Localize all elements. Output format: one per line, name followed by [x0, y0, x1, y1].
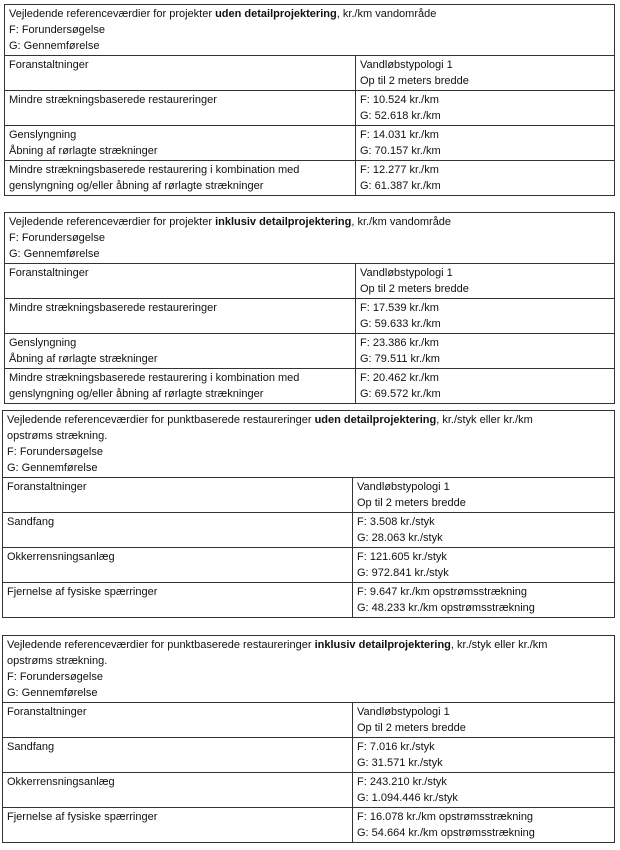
- reference-table-inklusiv-detailprojektering: [4, 212, 615, 404]
- table-row: Genslyngning Åbning af rørlagte strækninger F: 23.386 kr./km G: 79.511 kr./km: [5, 334, 615, 369]
- legend-f: F: Forundersøgelse: [7, 671, 103, 683]
- point-table-inklusiv-detailprojektering: [2, 635, 615, 843]
- column-header-measures: Foranstaltninger: [3, 478, 353, 513]
- column-header-typology: Vandløbstypologi 1 Op til 2 meters bredde: [353, 478, 615, 513]
- table-row: Genslyngning Åbning af rørlagte strækninger F: 14.031 kr./km G: 70.157 kr./km: [5, 126, 615, 161]
- column-header-measures: Foranstaltninger: [5, 56, 356, 91]
- table-row: Mindre strækningsbaserede restaurering i kombination med genslyngning og/eller åbning af rørlagte strækninger F: 20.462 kr./km G: 69.572 kr./km: [5, 369, 615, 404]
- column-header-typology: Vandløbstypologi 1 Op til 2 meters bredde: [356, 56, 615, 91]
- table-row: Mindre strækningsbaserede restaurering i kombination med genslyngning og/eller åbning af rørlagte strækninger F: 12.277 kr./km G: 61.387 kr./km: [5, 161, 615, 196]
- legend-f: F: Forundersøgelse: [9, 232, 105, 244]
- table-row: Okkerrensningsanlæg F: 121.605 kr./styk G: 972.841 kr./styk: [3, 548, 615, 583]
- table-row: Okkerrensningsanlæg F: 243.210 kr./styk G: 1.094.446 kr./styk: [3, 773, 615, 808]
- column-header-typology: Vandløbstypologi 1 Op til 2 meters bredde: [353, 703, 615, 738]
- table-header: Vejledende referenceværdier for projekter inklusiv detailprojektering, kr./km vandområde F: Forundersøgelse G: Gennemførelse: [5, 213, 615, 264]
- legend-g: G: Gennemførelse: [7, 687, 98, 699]
- legend-f: F: Forundersøgelse: [7, 446, 103, 458]
- table-row: Sandfang F: 7.016 kr./styk G: 31.571 kr./styk: [3, 738, 615, 773]
- legend-g: G: Gennemførelse: [9, 248, 100, 260]
- table-header: Vejledende referenceværdier for punktbaserede restaureringer uden detailprojektering, kr./styk eller kr./km opstrøms strækning. F: Forundersøgelse G: Gennemførelse: [3, 411, 615, 478]
- table-header: Vejledende referenceværdier for projekter uden detailprojektering, kr./km vandområde F: Forundersøgelse G: Gennemførelse: [5, 5, 615, 56]
- legend-g: G: Gennemførelse: [7, 462, 98, 474]
- legend-f: F: Forundersøgelse: [9, 24, 105, 36]
- column-header-typology: Vandløbstypologi 1 Op til 2 meters bredde: [356, 264, 615, 299]
- point-table-uden-detailprojektering: [2, 410, 615, 618]
- column-header-measures: Foranstaltninger: [3, 703, 353, 738]
- table-row: Fjernelse af fysiske spærringer F: 9.647 kr./km opstrømsstrækning G: 48.233 kr./km opstrømsstrækning: [3, 583, 615, 618]
- table-row: Sandfang F: 3.508 kr./styk G: 28.063 kr./styk: [3, 513, 615, 548]
- table-row: Mindre strækningsbaserede restaureringer F: 17.539 kr./km G: 59.633 kr./km: [5, 299, 615, 334]
- table-header: Vejledende referenceværdier for punktbaserede restaureringer inklusiv detailprojektering, kr./styk eller kr./km opstrøms strækning. F: Forundersøgelse G: Gennemførelse: [3, 636, 615, 703]
- column-header-measures: Foranstaltninger: [5, 264, 356, 299]
- table-row: Mindre strækningsbaserede restaureringer F: 10.524 kr./km G: 52.618 kr./km: [5, 91, 615, 126]
- legend-g: G: Gennemførelse: [9, 40, 100, 52]
- table-row: Fjernelse af fysiske spærringer F: 16.078 kr./km opstrømsstrækning G: 54.664 kr./km opstrømsstrækning: [3, 808, 615, 843]
- reference-table-uden-detailprojektering: [4, 4, 615, 196]
